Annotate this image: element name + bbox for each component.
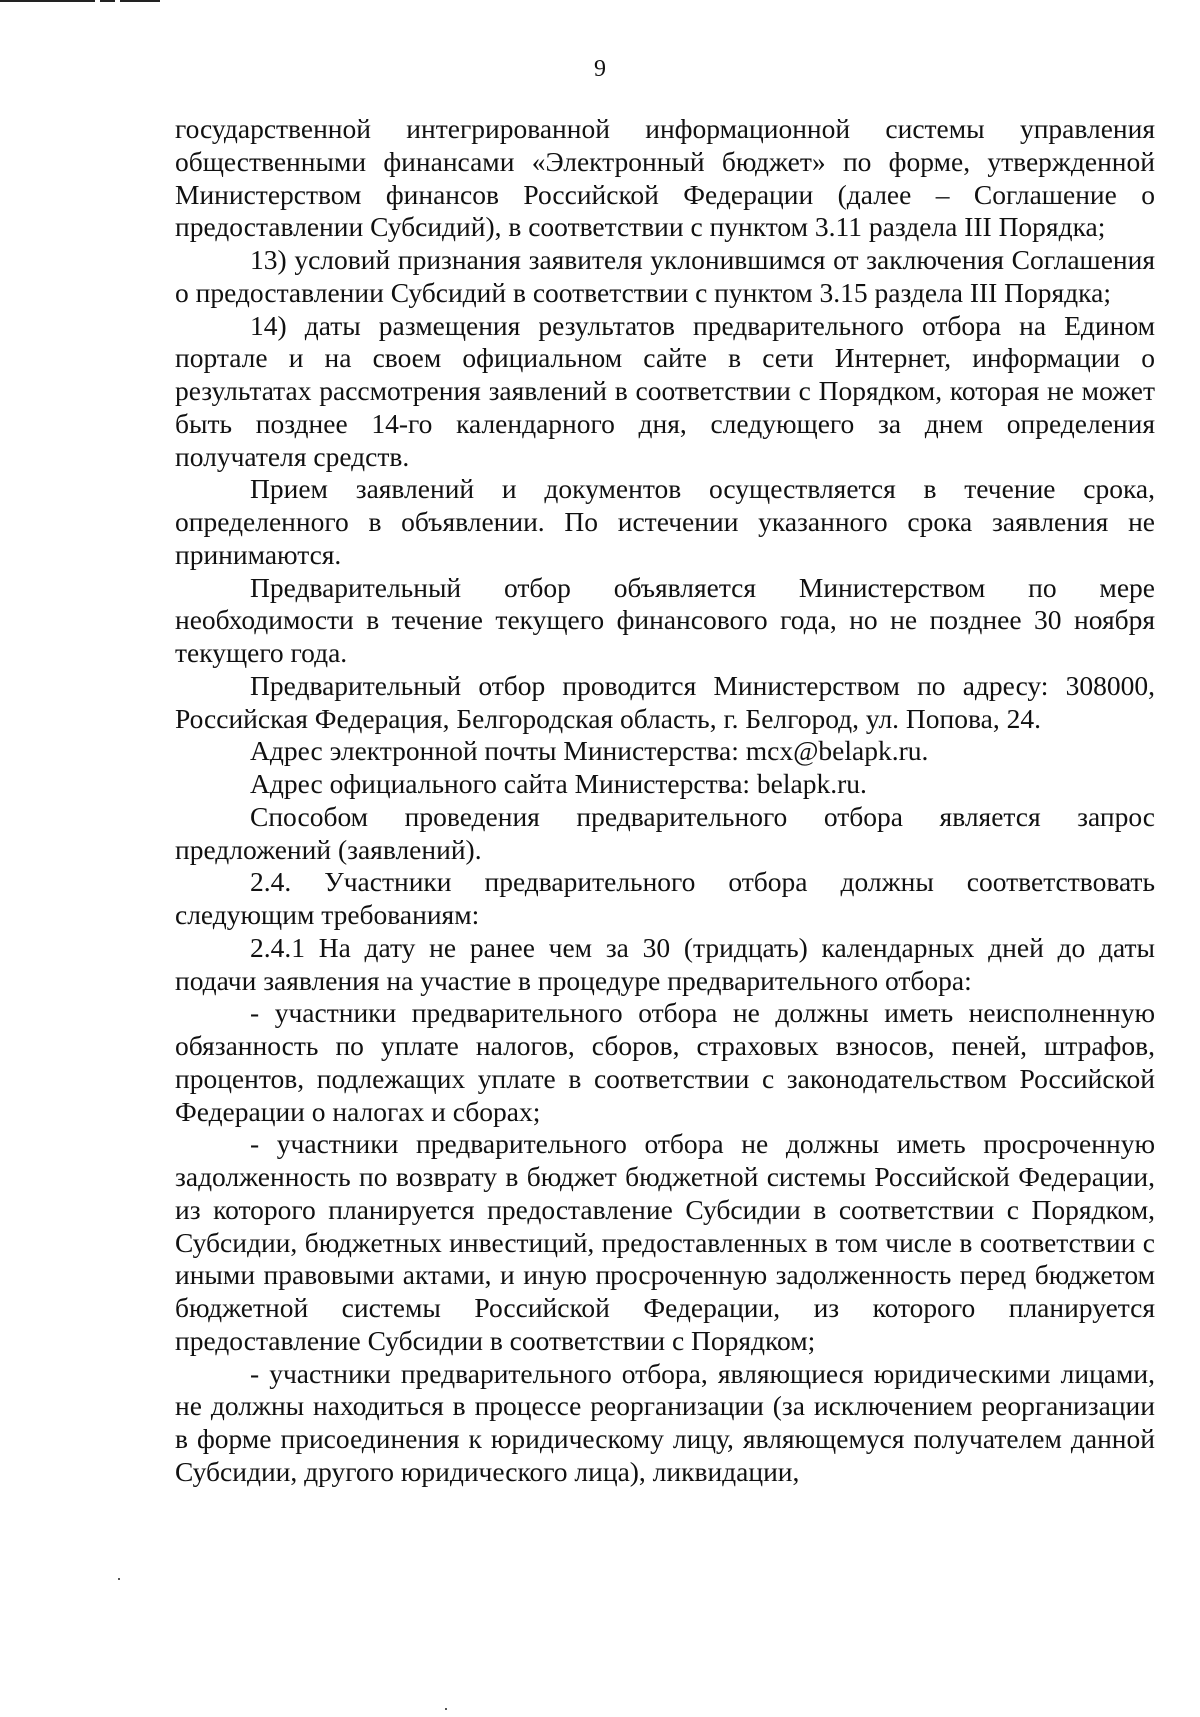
scan-edge-mark bbox=[120, 0, 160, 2]
scan-edge-mark bbox=[100, 0, 115, 2]
paragraph-website-address: Адрес официального сайта Министерства: belapk.ru. bbox=[250, 768, 867, 799]
paragraph-item-14: 14) даты размещения результатов предварительного отбора на Едином портале и на своем официальном сайте в сети Интернет, информации о результатах рассмотрения заявлений в соответствии с Порядком, которая не может быть позднее 14-го календарного дня, следующего за днем определения получателя средств. bbox=[175, 309, 1155, 472]
paragraph-selection-method: Способом проведения предварительного отбора является запрос предложений (заявлений). bbox=[175, 800, 1155, 865]
scan-speck bbox=[445, 1708, 447, 1710]
paragraph-application-acceptance: Прием заявлений и документов осуществляется в течение срока, определенного в объявлении. По истечении указанного срока заявления не принимаются. bbox=[175, 473, 1155, 570]
paragraph-section-2-4-1: 2.4.1 На дату не ранее чем за 30 (тридцать) календарных дней до даты подачи заявления на участие в процедуре предварительного отбора: bbox=[175, 931, 1155, 996]
paragraph-reorganization-requirement: - участники предварительного отбора, являющиеся юридическими лицами, не должны находиться в процессе реорганизации (за исключением реорганизации в форме присоединения к юридическому лицу, являющемуся получателем данной Субсидии, другого юридического лица), ликвидации, bbox=[175, 1357, 1155, 1487]
paragraph-tax-requirement: - участники предварительного отбора не должны иметь неисполненную обязанность по уплате налогов, сборов, страховых взносов, пеней, штрафов, процентов, подлежащих уплате в соответствии с законодательством Российской Федерации о налогах и сборах; bbox=[175, 997, 1155, 1127]
paragraph-debt-requirement: - участники предварительного отбора не должны иметь просроченную задолженность по возврату в бюджет бюджетной системы Российской Федерации, из которого планируется предоставление Субсидии в соответствии с Порядком, Субсидии, бюджетных инвестиций, предоставленных в том числе в соответствии с иными правовыми актами, и иную просроченную задолженность перед бюджетом бюджетной системы Российской Федерации, из которого планируется предоставление Субсидии в соответствии с Порядком; bbox=[175, 1128, 1155, 1356]
paragraph-continuation: государственной интегрированной информационной системы управления общественными финансами «Электронный бюджет» по форме, утвержденной Министерством финансов Российской Федерации (далее – Соглашение о предоставлении Субсидий), в соответствии с пунктом 3.11 раздела III Порядка; bbox=[175, 113, 1155, 243]
paragraph-email-address: Адрес электронной почты Министерства: mcx@belapk.ru. bbox=[250, 735, 929, 767]
paragraph-item-13: 13) условий признания заявителя уклонившимся от заключения Соглашения о предоставлении Субсидий в соответствии с пунктом 3.15 раздела III Порядка; bbox=[175, 244, 1155, 308]
scan-speck bbox=[118, 1578, 120, 1580]
document-body bbox=[175, 113, 1155, 1489]
page-number: 9 bbox=[594, 56, 606, 82]
paragraph-selection-announcement: Предварительный отбор объявляется Министерством по мере необходимости в течение текущего финансового года, но не позднее 30 ноября текущего года. bbox=[175, 571, 1155, 668]
scan-edge-mark bbox=[0, 0, 95, 2]
paragraph-selection-address: Предварительный отбор проводится Министерством по адресу: 308000, Российская Федерация, Белгородская область, г. Белгород, ул. Попова, 24. bbox=[175, 669, 1155, 734]
paragraph-section-2-4: 2.4. Участники предварительного отбора должны соответствовать следующим требованиям: bbox=[175, 866, 1155, 930]
